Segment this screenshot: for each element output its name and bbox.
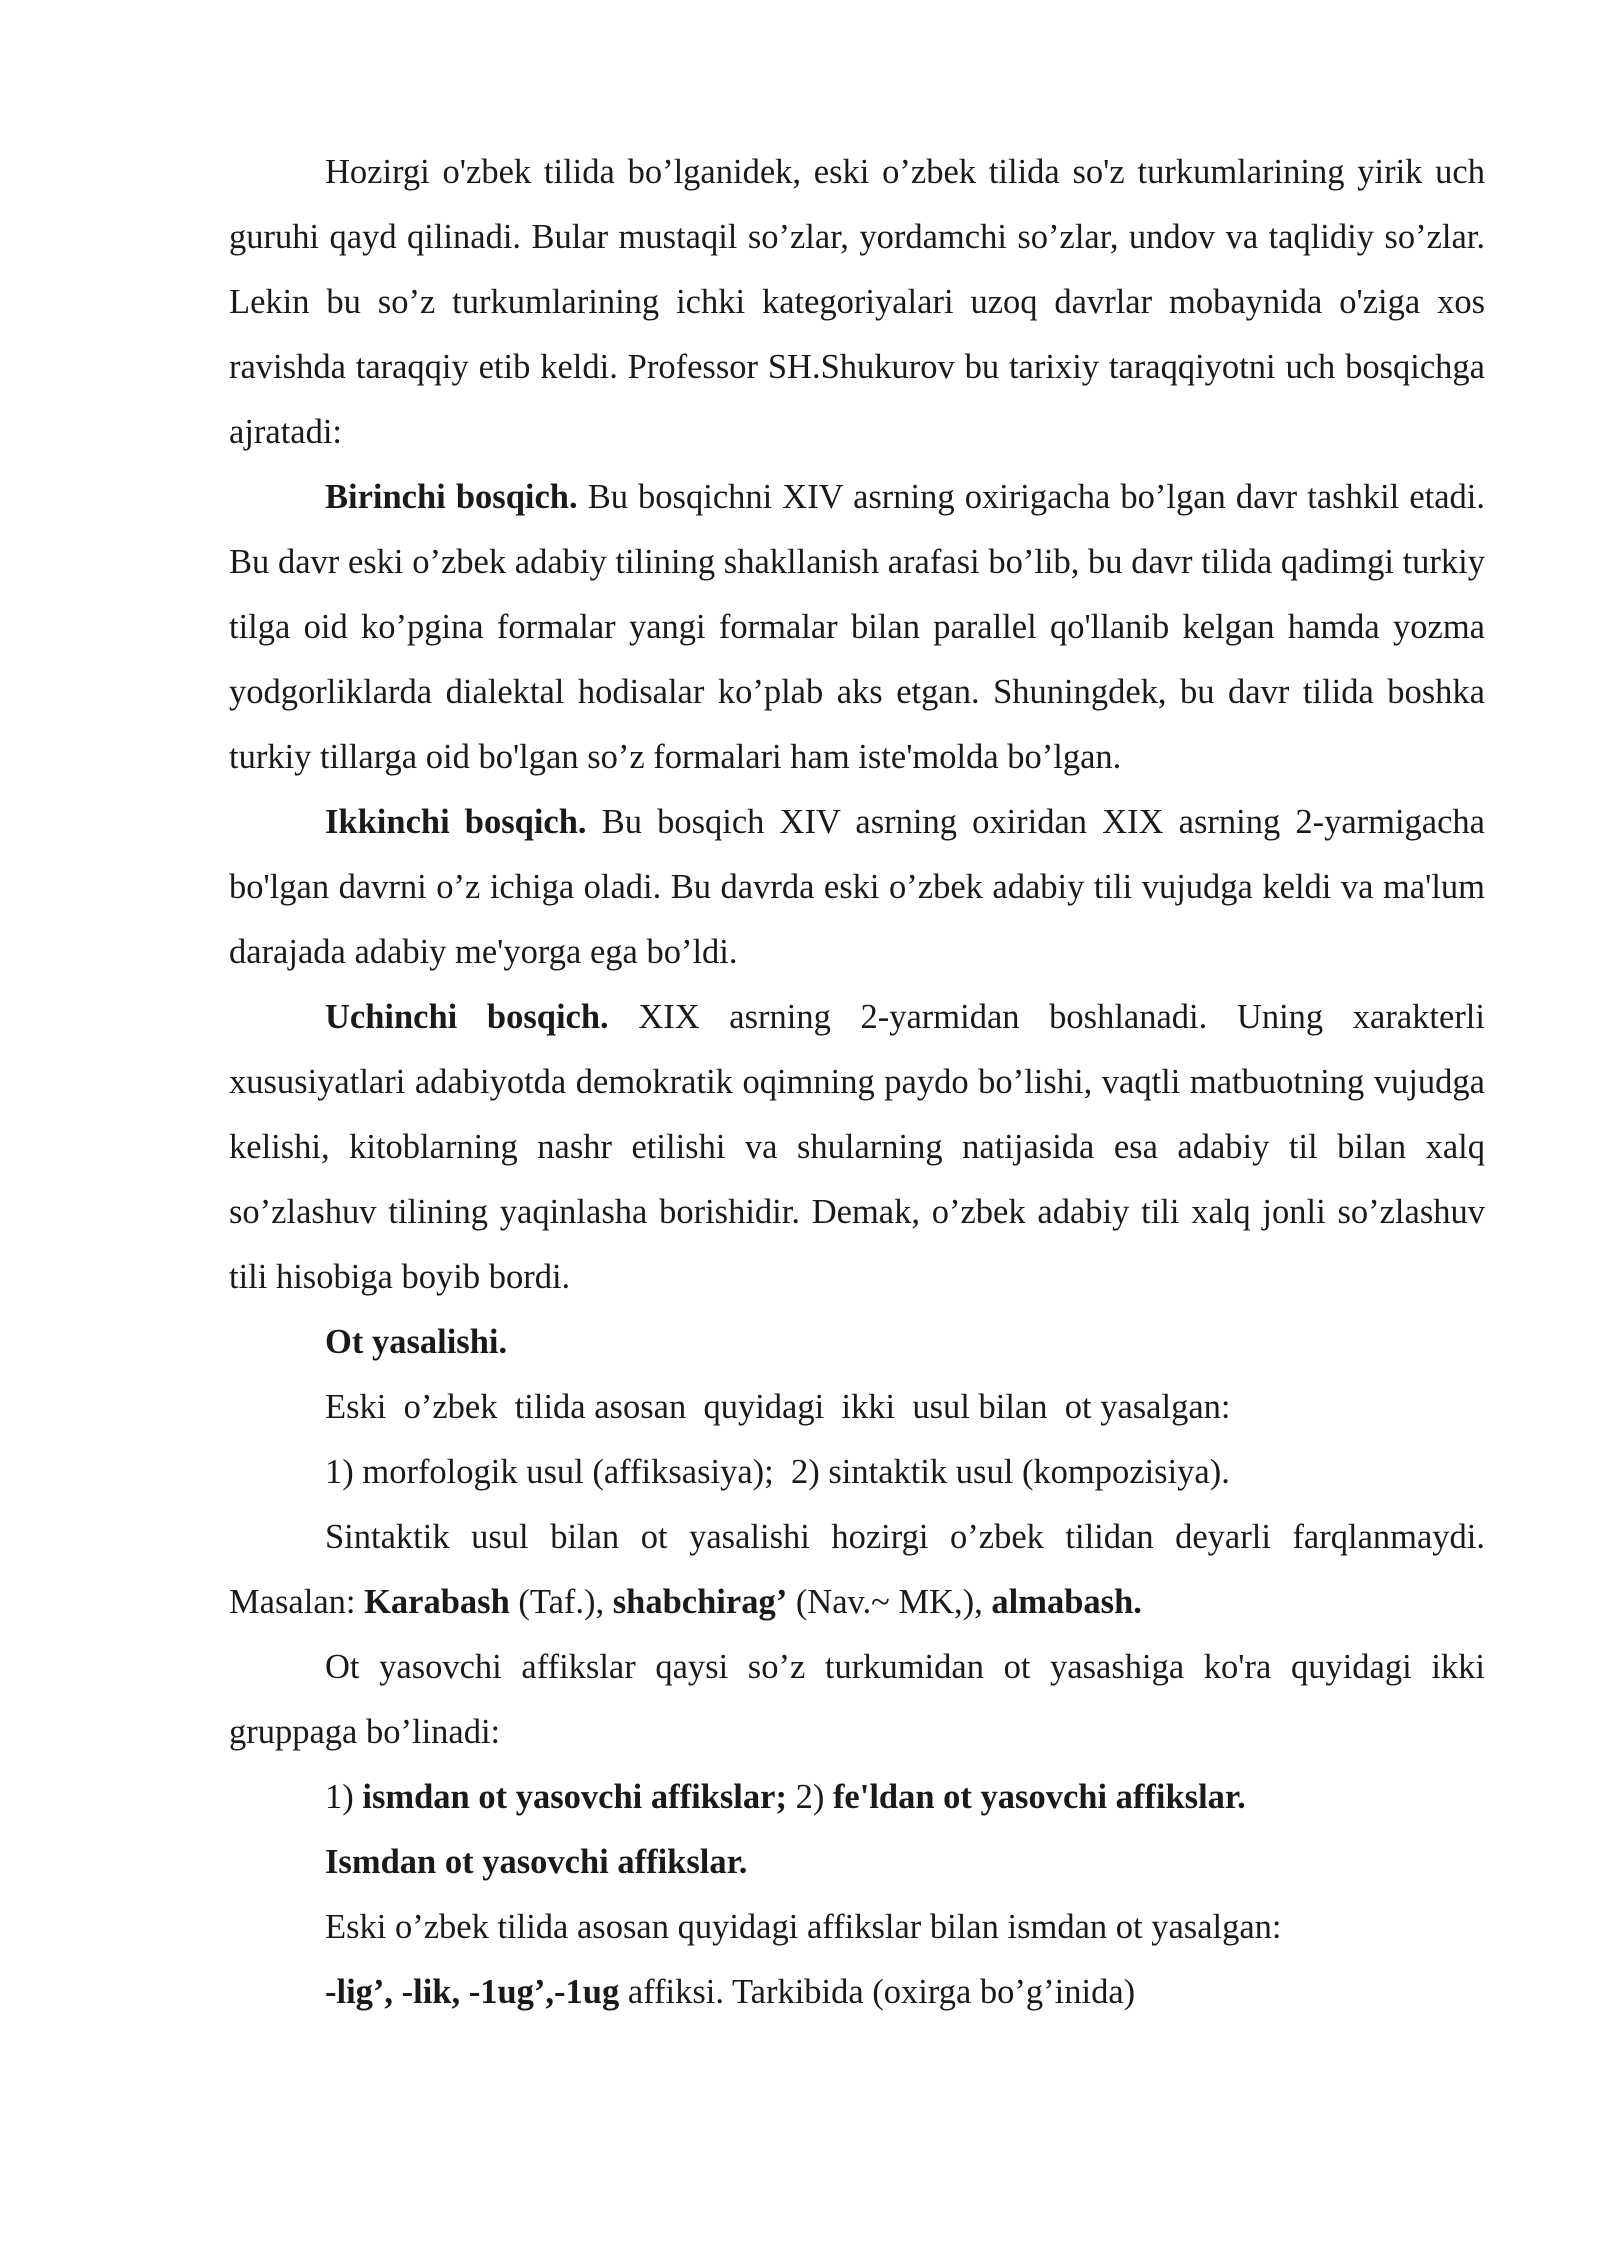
stage-heading: Birinchi bosqich. (325, 478, 578, 516)
paragraph-affix-groups-list (229, 1765, 1485, 1830)
stage-heading: Ikkinchi bosqich. (325, 803, 587, 841)
paragraph-third-stage (229, 985, 1494, 1310)
group-label: fe'ldan ot yasovchi affikslar. (832, 1778, 1246, 1816)
example-word: Karabash (364, 1583, 510, 1621)
paragraph-methods-list (229, 1440, 1485, 1505)
text-run: Bu bosqich XIV asrning oxiridan XIX asrning 2-yarmigacha bo'lgan davrni o’z ichiga oladi. Bu davrda eski o’zbek adabiy tili vujudga keldi va ma'lum darajada adabiy me'yorga ega bo’ldi. (229, 803, 1494, 971)
group-label: ismdan ot yasovchi affikslar; (362, 1778, 787, 1816)
text-run: 2) (786, 1778, 833, 1816)
paragraph-noun-affixes-intro (229, 1895, 1485, 1960)
paragraph-affix-groups (229, 1635, 1494, 1765)
paragraph-second-stage (229, 790, 1494, 985)
text-run: Sintaktik usul bilan ot yasalishi hozirgi o’zbek tilidan deyarli farqlanmaydi. Masalan: (229, 1518, 1494, 1621)
affix-list: -lig’, -lik, -1ug’,-1ug (325, 1973, 620, 2011)
text-run: affiksi. Tarkibida (oxirga bo’g’inida) (619, 1973, 1136, 2011)
paragraph-two-methods (229, 1375, 1485, 1440)
text-run: (Taf.), (509, 1583, 613, 1621)
text-run: Ot yasovchi affikslar qaysi so’z turkumidan ot yasashiga ko'ra quyidagi ikki gruppaga bo’linadi: (229, 1648, 1494, 1751)
stage-heading: Uchinchi bosqich. (325, 998, 609, 1036)
text-run: Hozirgi o'zbek tilida bo’lganidek, eski o’zbek tilida so'z turkumlarining yirik uch guruhi qayd qilinadi. Bular mustaqil so’zlar, yordamchi so’zlar, undov va taqlidiy so’zlar. Lekin bu so’z turkumlarining ichki kategoriyalari uzoq davrlar mobaynida o'ziga xos ravishda taraqqiy etib keldi. Professor SH.Shukurov bu tarixiy taraqqiyotni uch bosqichga ajratadi: (229, 153, 1494, 451)
paragraph-lig-affix (229, 1960, 1485, 2025)
text-run: 1) morfologik usul (affiksasiya); 2) sintaktik usul (kompozisiya). (325, 1453, 1230, 1491)
text-run: Bu bosqichni XIV asrning oxirigacha bo’lgan davr tashkil etadi. Bu davr eski o’zbek adabiy tilining shakllanish arafasi bo’lib, bu davr tilida qadimgi turkiy tilga oid ko’pgina formalar yangi formalar bilan parallel qo'llanib kelgan hamda yozma yodgorliklarda dialektal hodisalar ko’plab aks etgan. Shuningdek, bu davr tilida boshka turkiy tillarga oid bo'lgan so’z formalari ham iste'molda bo’lgan. (229, 478, 1494, 776)
section-heading-text: Ot yasalishi. (325, 1323, 508, 1361)
example-word: almabash. (991, 1583, 1142, 1621)
text-run: Eski o’zbek tilida asosan quyidagi affikslar bilan ismdan ot yasalgan: (325, 1908, 1282, 1946)
text-run: XIX asrning 2-yarmidan boshlanadi. Uning xarakterli xususiyatlari adabiyotda demokratik oqimning paydo bo’lishi, vaqtli matbuotning vujudga kelishi, kitoblarning nashr etilishi va shularning natijasida esa adabiy til bilan xalq so’zlashuv tilining yaqinlasha borishidir. Demak, o’zbek adabiy tili xalq jonli so’zlashuv tili hisobiga boyib bordi. (229, 998, 1494, 1296)
paragraph-first-stage (229, 465, 1494, 790)
section-heading-noun-affixes (229, 1830, 1485, 1895)
text-run: (Nav.~ MK,), (787, 1583, 992, 1621)
section-heading-ot-yasalishi (229, 1310, 1485, 1375)
text-run: Eski o’zbek tilida asosan quyidagi ikki usul bilan ot yasalgan: (325, 1388, 1231, 1426)
section-heading-text: Ismdan ot yasovchi affikslar. (325, 1843, 748, 1881)
paragraph-intro (229, 140, 1494, 465)
paragraph-syntactic-method (229, 1505, 1494, 1635)
example-word: shabchirag’ (612, 1583, 788, 1621)
text-run: 1) (325, 1778, 363, 1816)
